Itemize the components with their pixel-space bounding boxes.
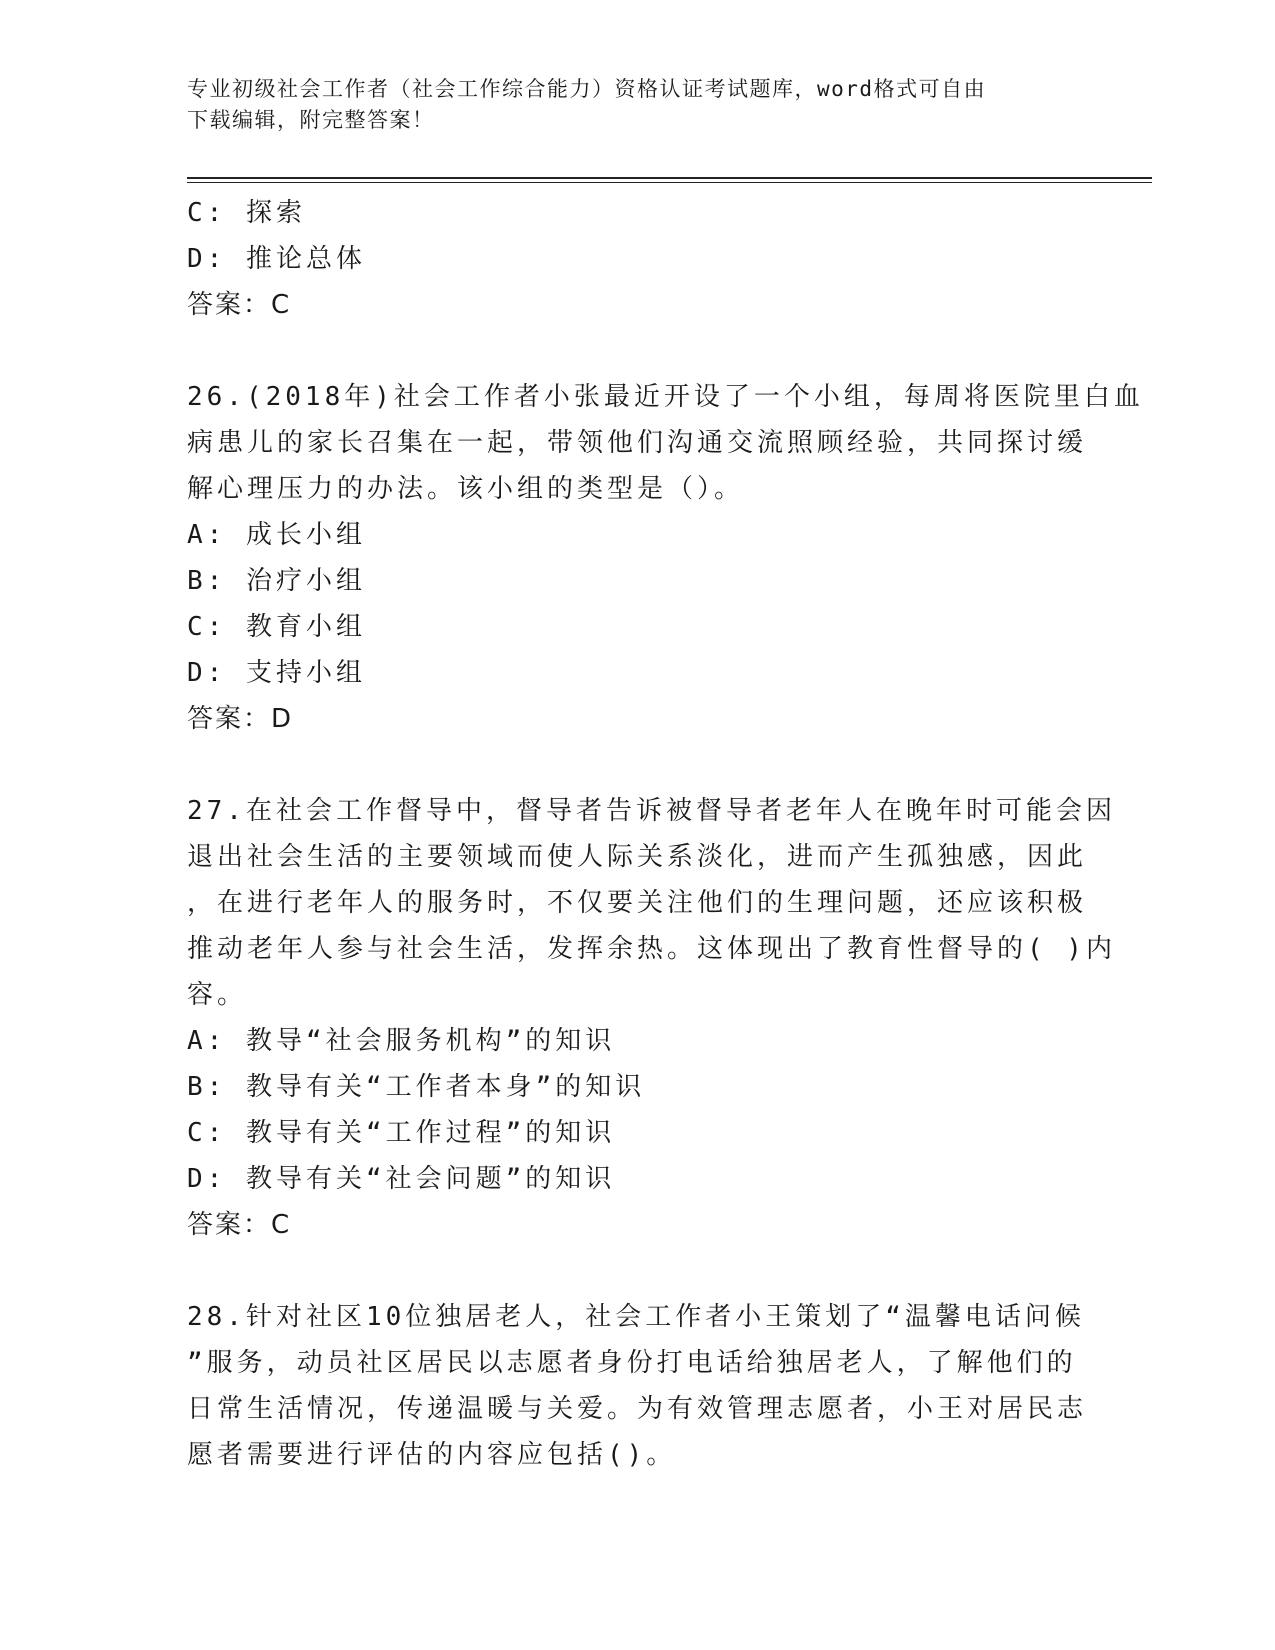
question-stem-line: 容。 [187,980,248,1010]
question-stem-line: 28.针对社区10位独居老人，社会工作者小王策划了“温馨电话问候 [187,1302,1085,1332]
header-divider [187,177,1152,179]
option-b: B: 教导有关“工作者本身”的知识 [187,1072,646,1102]
question-stem-line: 26.(2018年)社会工作者小张最近开设了一个小组，每周将医院里白血 [187,382,1144,412]
spacer [187,742,1087,788]
header-line: 专业初级社会工作者（社会工作综合能力）资格认证考试题库，word格式可自由 [187,77,987,101]
question-stem-line: ，在进行老年人的服务时，不仅要关注他们的生理问题，还应该积极 [187,888,1088,918]
option-c: C: 教育小组 [187,612,366,642]
question-28 [187,1294,1087,1478]
question-stem-line: 推动老年人参与社会生活，发挥余热。这体现出了教育性督导的( )内 [187,934,1116,964]
question-content [187,190,1144,1478]
question-stem-line: 解心理压力的办法。该小组的类型是（）。 [187,474,745,504]
question-stem-line: 27.在社会工作督导中，督导者告诉被督导者老年人在晚年时可能会因 [187,796,1116,826]
option-a: A: 教导“社会服务机构”的知识 [187,1026,616,1056]
question-stem-line: 病患儿的家长召集在一起，带领他们沟通交流照顾经验，共同探讨缓 [187,428,1088,458]
answer-line: 答案：C [187,290,292,320]
spacer [187,1248,1087,1294]
spacer [187,328,1087,374]
header-line: 下载编辑，附完整答案！ [187,108,435,132]
answer-line: 答案：D [187,704,294,734]
option-d: D: 教导有关“社会问题”的知识 [187,1164,616,1194]
answer-line: 答案：C [187,1210,292,1240]
option-c: C: 探索 [187,198,306,228]
question-stem-line: ”服务，动员社区居民以志愿者身份打电话给独居老人，了解他们的 [187,1348,1077,1378]
option-c: C: 教导有关“工作过程”的知识 [187,1118,616,1148]
option-d: D: 支持小组 [187,658,366,688]
option-d: D: 推论总体 [187,244,366,274]
question-stem-line: 日常生活情况，传递温暖与关爱。为有效管理志愿者，小王对居民志 [187,1394,1088,1424]
question-stem-line: 愿者需要进行评估的内容应包括()。 [187,1440,677,1470]
option-a: A: 成长小组 [187,520,366,550]
page-header [187,74,1087,136]
question-26 [187,374,1144,742]
header-divider-thin [187,182,1152,183]
question-stem-line: 退出社会生活的主要领域而使人际关系淡化，进而产生孤独感，因此 [187,842,1088,872]
question-27 [187,788,1116,1248]
option-b: B: 治疗小组 [187,566,366,596]
